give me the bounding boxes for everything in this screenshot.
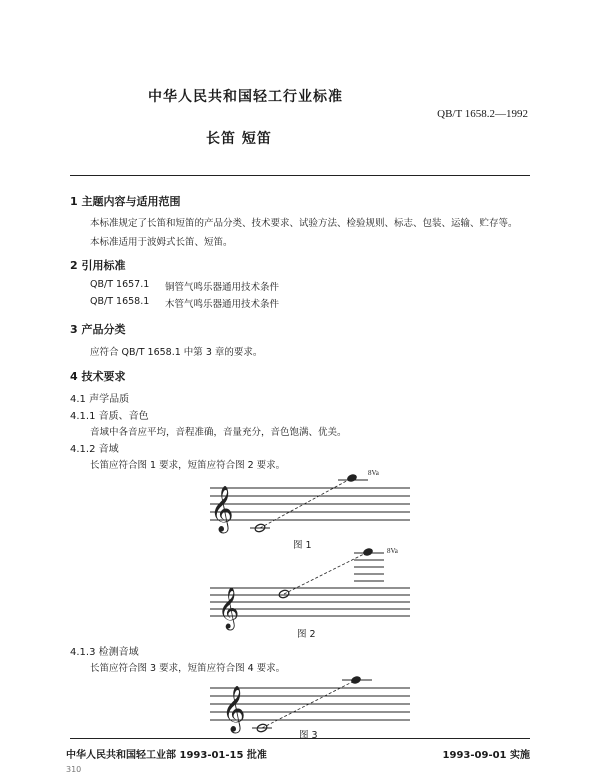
header-rule <box>70 175 530 176</box>
reference-code-2: QB/T 1658.1 <box>90 296 150 307</box>
subsection-4-1-2: 4.1.2 音域 <box>70 444 119 455</box>
figure-1-octave-mark: 8Va <box>368 469 379 477</box>
subsection-4-1-1: 4.1.1 音质、音色 <box>70 411 149 422</box>
subsection-4-1-3: 4.1.3 检测音域 <box>70 647 139 658</box>
subsection-4-1: 4.1 声学品质 <box>70 394 130 405</box>
figure-3-caption: 图 3 <box>297 727 320 741</box>
section-3-heading: 3 产品分类 <box>70 323 126 336</box>
figure-2-caption: 图 2 <box>297 629 316 640</box>
footer-publisher: 中华人民共和国轻工业部 1993-01-15 批准 <box>66 750 267 761</box>
treble-clef-icon: 𝄞 <box>210 486 234 532</box>
page-number: 310 <box>66 765 82 774</box>
subsection-4-1-1-text: 音域中各音应平均，音程准确，音量充分，音色饱满、优美。 <box>90 427 347 438</box>
footer-rule <box>70 738 530 739</box>
section-2-heading: 2 引用标准 <box>70 259 126 272</box>
document-title: 长笛 短笛 <box>206 131 272 147</box>
treble-clef-icon: 𝄞 <box>222 686 246 732</box>
treble-clef-icon: 𝄞 <box>218 588 240 629</box>
figure-1-caption: 图 1 <box>293 540 312 551</box>
figure-2-staff <box>200 550 420 629</box>
standard-code: QB/T 1658.2—1992 <box>437 108 528 120</box>
figure-2-octave-mark: 8Va <box>387 547 398 555</box>
reference-code-1: QB/T 1657.1 <box>90 279 150 290</box>
section-1-heading: 1 主题内容与适用范围 <box>70 195 181 208</box>
section-1-paragraph-1: 本标准规定了长笛和短笛的产品分类、技术要求、试验方法、检验规则、标志、包装、运输、贮存等。 <box>90 218 518 229</box>
subsection-4-1-2-text: 长笛应符合图 1 要求，短笛应符合图 2 要求。 <box>90 460 286 471</box>
reference-title-2: 木管气鸣乐器通用技术条件 <box>165 299 280 310</box>
section-4-heading: 4 技术要求 <box>70 370 126 383</box>
figure-1-staff <box>200 472 420 542</box>
standard-organization: 中华人民共和国轻工行业标准 <box>148 89 343 105</box>
subsection-4-1-3-text: 长笛应符合图 3 要求，短笛应符合图 4 要求。 <box>90 663 286 674</box>
section-1-paragraph-2: 本标准适用于波姆式长笛、短笛。 <box>90 237 233 248</box>
figure-3-staff <box>200 674 420 732</box>
footer-effective-date: 1993-09-01 实施 <box>442 750 530 761</box>
reference-title-1: 铜管气鸣乐器通用技术条件 <box>165 282 280 293</box>
section-3-paragraph: 应符合 QB/T 1658.1 中第 3 章的要求。 <box>90 347 263 358</box>
